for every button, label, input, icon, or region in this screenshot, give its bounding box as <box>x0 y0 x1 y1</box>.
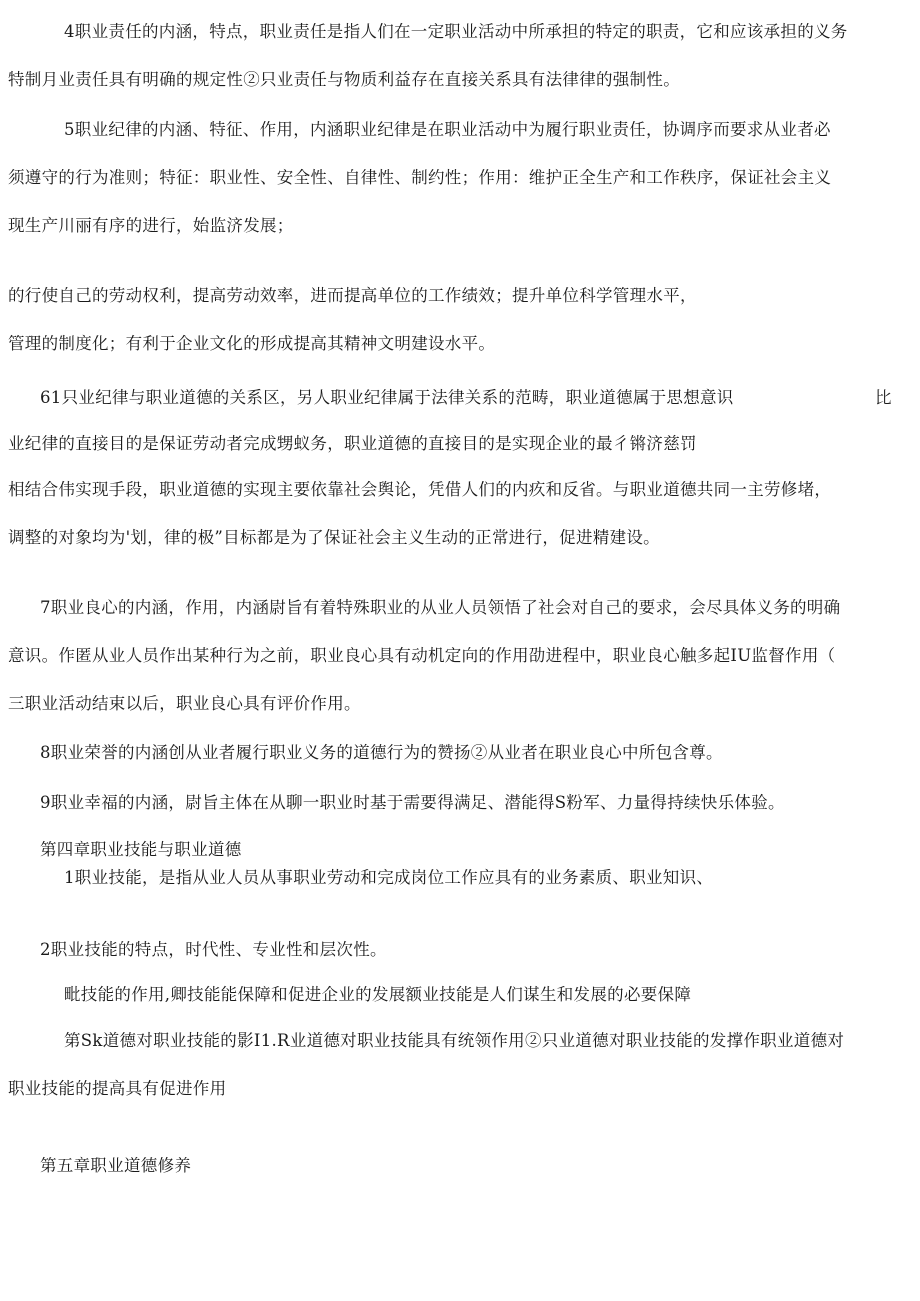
text-line: 管理的制度化；有利于企业文化的形成提高其精神文明建设水平。 <box>8 334 496 353</box>
text-line: 毗技能的作用,卿技能能保障和促进企业的发展额业技能是人们谋生和发展的必要保障 <box>64 985 692 1004</box>
text-line: 4职业责任的内涵，特点，职业责任是指人们在一定职业活动中所承担的特定的职责，它和应该承担的义务 <box>64 22 848 41</box>
chapter-heading: 第五章职业道德修养 <box>40 1156 192 1175</box>
text-line: 8职业荣誉的内涵创从业者履行职业义务的道德行为的赞扬②从业者在职业良心中所包含尊。 <box>40 743 723 762</box>
text-line: 1职业技能，是指从业人员从事职业劳动和完成岗位工作应具有的业务素质、职业知识、 <box>64 868 714 887</box>
text-line: 第Sk道德对职业技能的影I1.R业道德对职业技能具有统领作用②只业道德对职业技能的发撑作职业道德对 <box>64 1031 845 1050</box>
chapter-heading: 第四章职业技能与职业道德 <box>40 840 242 859</box>
text-line: 特制月业责任具有明确的规定性②只业责任与物质利益存在直接关系具有法律律的强制性。 <box>8 70 680 89</box>
text-line: 相结合伟实现手段，职业道德的实现主要依靠社会舆论，凭借人们的内疚和反省。与职业道德共同一主劳修堵， <box>8 480 832 499</box>
text-line: 61只业纪律与职业道德的关系区，另人职业纪律属于法律关系的范畴，职业道德属于思想意识 <box>40 388 734 407</box>
text-line: 2职业技能的特点，时代性、专业性和层次性。 <box>40 940 387 959</box>
text-line: 职业技能的提高具有促进作用 <box>8 1079 227 1098</box>
text-line: 须遵守的行为准则；特征：职业性、安全性、自律性、制约性；作用：维护正全生产和工作秩序，保证社会主义 <box>8 168 832 187</box>
text-line: 三职业活动结束以后，职业良心具有评价作用。 <box>8 694 361 713</box>
text-line: 的行使自己的劳动权利，提高劳动效率，进而提高单位的工作绩效；提升单位科学管理水平， <box>8 286 697 305</box>
text-line: 意识。作匿从业人员作出某种行为之前，职业良心具有动机定向的作用劭进程中，职业良心触多起IU监督作用（ <box>8 646 836 665</box>
text-line: 业纪律的直接目的是保证劳动者完成甥蚁务，职业道德的直接目的是实现企业的最彳锵济慈罚 <box>8 434 697 453</box>
text-line: 5职业纪律的内涵、特征、作用，内涵职业纪律是在职业活动中为履行职业责任，协调序而要求从业者必 <box>64 120 831 139</box>
text-line: 调整的对象均为'划，律的极”目标都是为了保证社会主义生动的正常进行，促进精建设。 <box>8 528 660 547</box>
text-line: 比 <box>875 388 892 407</box>
text-line: 现生产川丽有序的进行，始监济发展； <box>8 216 294 235</box>
text-line: 7职业良心的内涵，作用，内涵尉旨有着特殊职业的从业人员领悟了社会对自己的要求，会尽具体义务的明确 <box>40 598 841 617</box>
text-line: 9职业幸福的内涵，尉旨主体在从聊一职业时基于需要得满足、潜能得S粉军、力量得持续快乐体验。 <box>40 793 785 812</box>
